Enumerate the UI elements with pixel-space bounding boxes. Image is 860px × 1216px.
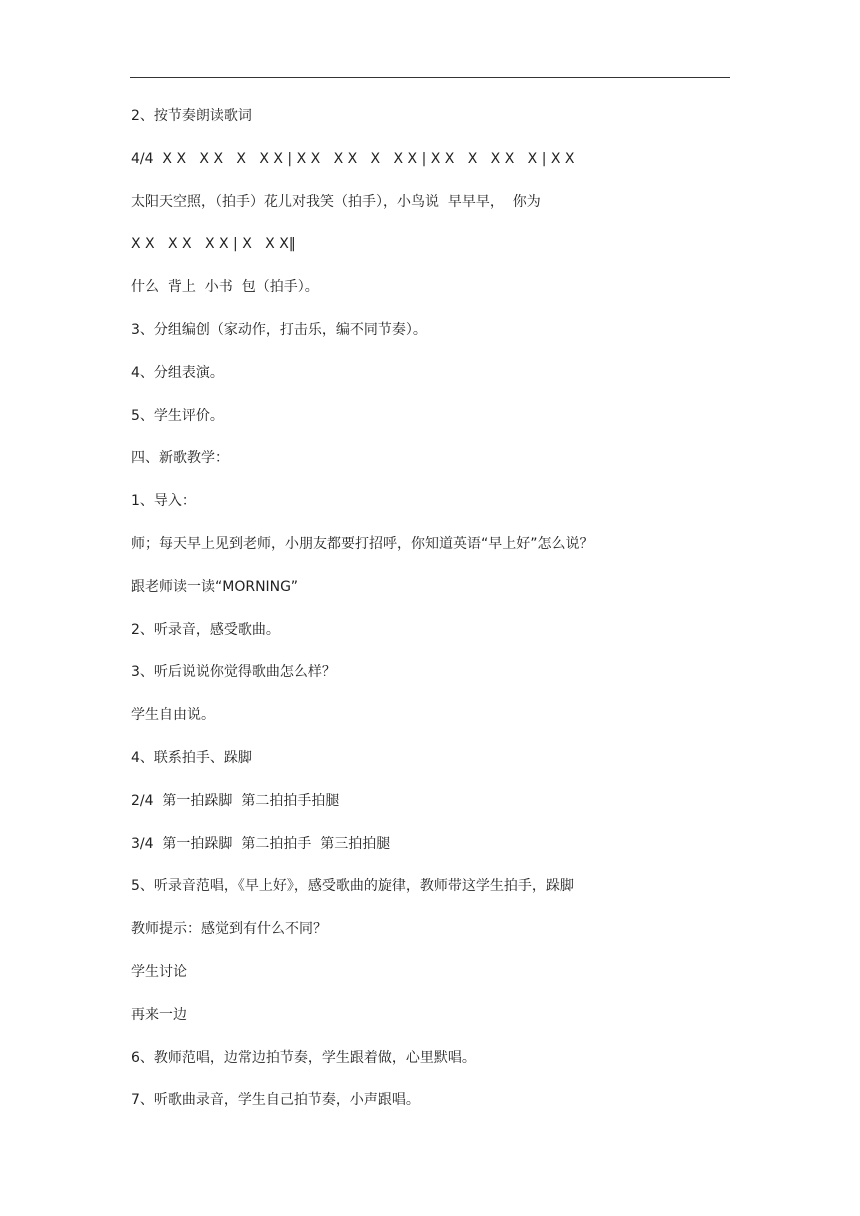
text-line: 跟老师读一读“MORNING”: [131, 578, 298, 595]
section-heading: 四、新歌教学：: [131, 450, 229, 467]
text-line: 学生讨论: [131, 963, 187, 980]
text-line: 师；每天早上见到老师，小朋友都要打招呼，你知道英语“早上好”怎么说？: [131, 535, 594, 552]
text-line: 4、联系拍手、跺脚: [131, 749, 252, 766]
text-line: 3、听后说说你觉得歌曲怎么样？: [131, 664, 336, 681]
text-line: 3/4 第一拍跺脚 第二拍拍手 第三拍拍腿: [131, 835, 391, 852]
rhythm-line: 4/4 X X X X X X X | X X X X X X X | X X X X X X | X X: [131, 150, 575, 167]
text-line: 3、分组编创（家动作，打击乐，编不同节奏）。: [131, 321, 427, 338]
lyrics-line: 太阳天空照，（拍手）花儿对我笑（拍手），小鸟说 早早早， 你为: [131, 193, 541, 210]
text-line: 1、导入：: [131, 493, 196, 510]
text-line: 7、听歌曲录音，学生自己拍节奏，小声跟唱。: [131, 1092, 420, 1109]
text-line: 5、听录音范唱，《早上好》，感受歌曲的旋律，教师带这学生拍手，跺脚: [131, 878, 574, 895]
rhythm-line: X X X X X X | X X X‖: [131, 236, 296, 253]
text-line: 学生自由说。: [131, 707, 215, 724]
header-rule: [130, 77, 730, 78]
lyrics-line: 什么 背上 小书 包（拍手）。: [131, 279, 319, 296]
text-line: 2、按节奏朗读歌词: [131, 108, 252, 124]
document-body: [131, 103, 751, 1130]
text-line: 再来一边: [131, 1006, 187, 1023]
text-line: 2/4 第一拍跺脚 第二拍拍手拍腿: [131, 792, 340, 809]
text-line: 5、学生评价。: [131, 407, 224, 424]
text-line: 2、听录音，感受歌曲。: [131, 621, 280, 638]
text-line: 4、分组表演。: [131, 364, 224, 381]
text-line: 6、教师范唱，边常边拍节奏，学生跟着做，心里默唱。: [131, 1049, 476, 1066]
text-line: 教师提示：感觉到有什么不同？: [131, 921, 327, 938]
